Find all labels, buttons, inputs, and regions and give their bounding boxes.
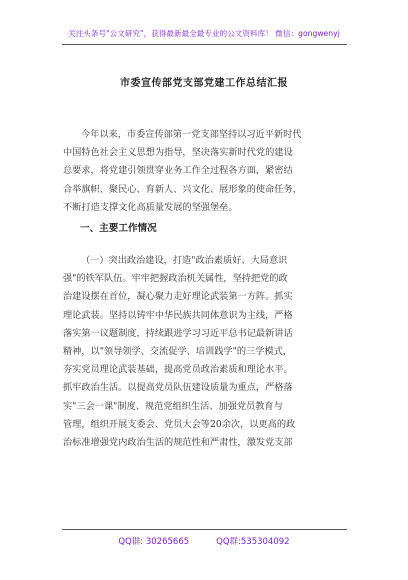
header-divider — [62, 44, 347, 45]
footer-divider — [62, 529, 347, 530]
paragraph-line: 抓牢政治生活。以提高党员队伍建设质量为重点，严格落 — [63, 382, 293, 394]
paragraph-line: 精神，以"领导领学、交流促学、培训践学"的三学模式， — [63, 346, 292, 358]
footer-contact: QQ群: 30265665 QQ群:535304092 — [118, 537, 290, 547]
paragraph-line: 理论武装。坚持以铸牢中华民族共同体意识为主线，严格 — [63, 309, 293, 321]
section-paragraph — [63, 252, 345, 452]
header-banner: 关注头条号"公文研究"，获得最新最全最专业的公文资料库！ 微信：gongwenyj — [68, 29, 340, 38]
paragraph-line: 治标准增强党内政治生活的规范性和严肃性，激发党支部 — [63, 437, 293, 449]
paragraph-line: 强"的铁军队伍。牢牢把握政治机关属性，坚持把党的政 — [63, 273, 288, 285]
paragraph-line: 合举旗帜、聚民心、育新人、兴文化、展形象的使命任务， — [63, 183, 302, 195]
paragraph-line: 夯实党员理论武装基础，提高党员政治素质和理论水平。 — [63, 364, 293, 376]
paragraph-line: （一）突出政治建设，打造"政治素质好、大局意识 — [81, 255, 288, 266]
paragraph-line: 治建设摆在首位，凝心聚力走好理论武装第一方阵。抓实 — [63, 291, 293, 303]
paragraph-line: 中国特色社会主义思想为指导，坚决落实新时代党的建设 — [63, 147, 293, 159]
intro-paragraph — [63, 126, 345, 217]
paragraph-line: 不断打造支撑文化高质量发展的坚强堡垒。 — [63, 201, 238, 213]
paragraph-line: 总要求，将党建引领贯穿业务工作全过程各方面，紧密结 — [63, 165, 293, 177]
section-heading: 一、主要工作情况 — [80, 223, 157, 234]
document-title: 市委宣传部党支部党建工作总结汇报 — [120, 78, 288, 89]
paragraph-line: 管理，组织开展支委会、党员大会等20余次，以更高的政 — [63, 418, 296, 430]
paragraph-line: 今年以来，市委宣传部第一党支部坚持以习近平新时代 — [81, 129, 302, 140]
paragraph-line: 实"三会一课"制度、规范党组织生活、加强党员教育与 — [63, 400, 283, 412]
paragraph-line: 落实第一议题制度，持续跟进学习习近平总书记最新讲话 — [63, 327, 293, 339]
